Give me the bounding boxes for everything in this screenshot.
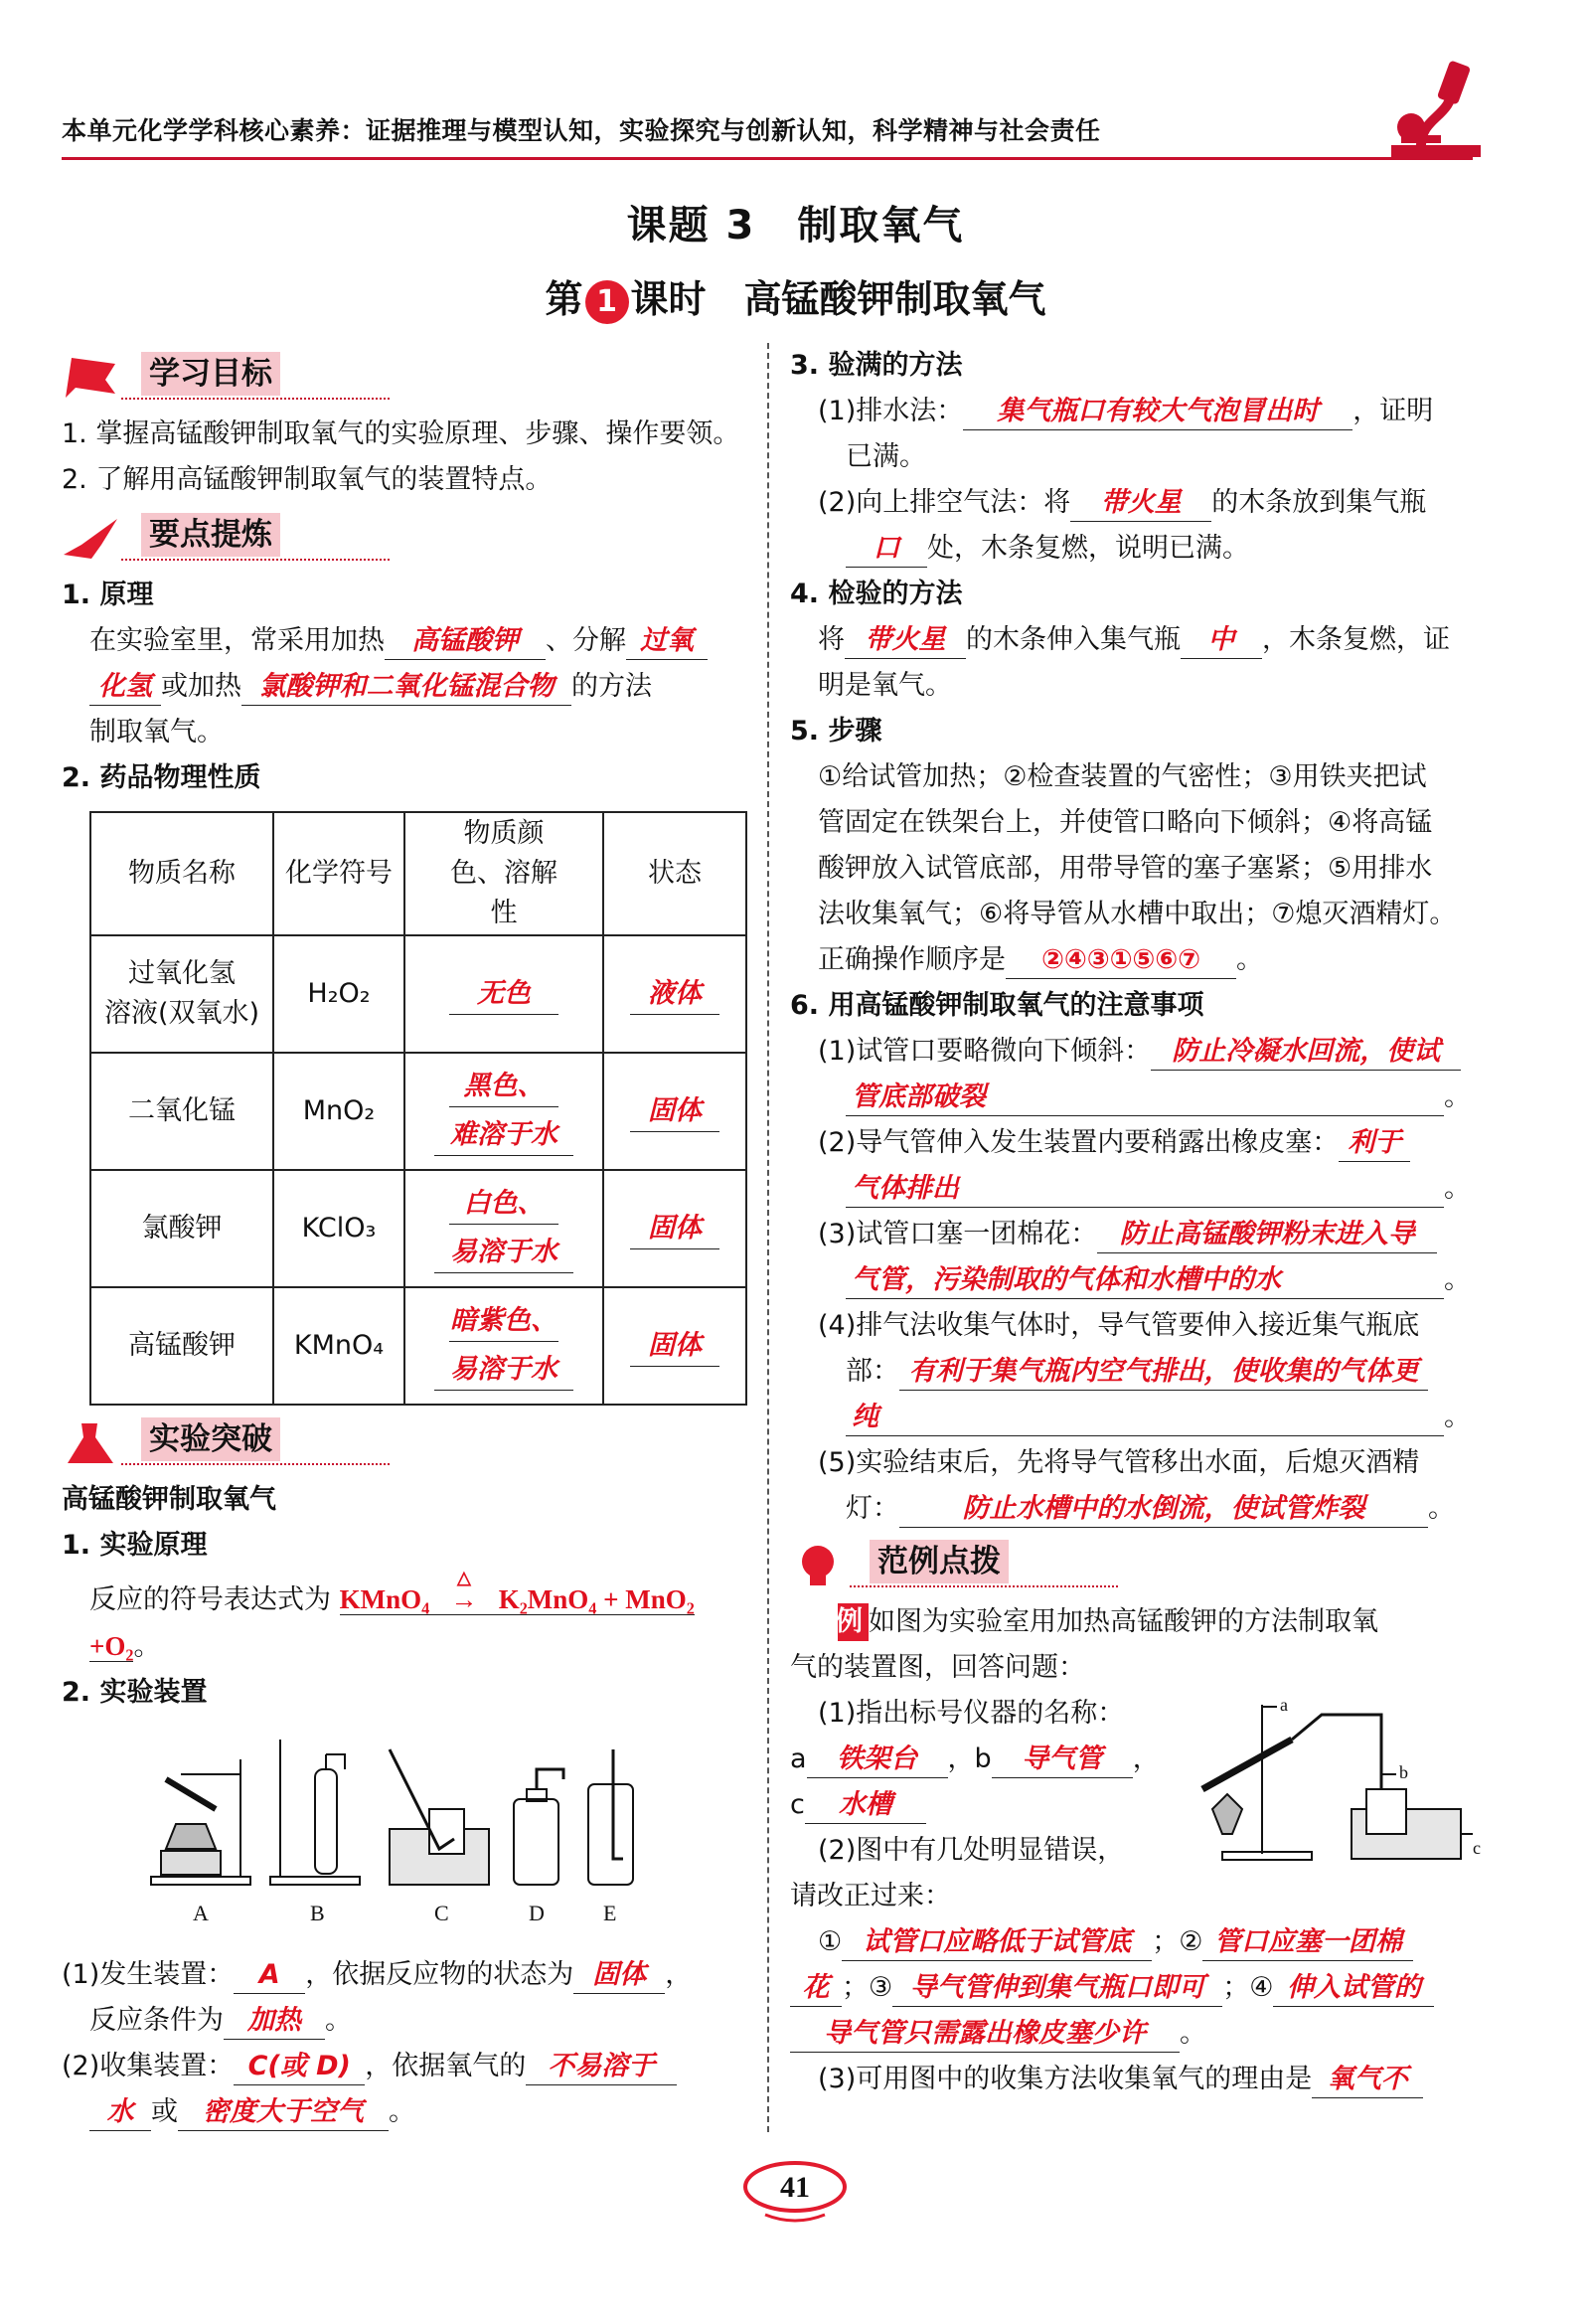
color-cell (404, 935, 603, 1053)
example-tag: 例 (838, 1603, 869, 1641)
q1-text: (1)指出标号仪器的名称： (818, 1698, 1125, 1729)
answer-gen-state: 固体 (573, 1957, 665, 1994)
apparatus-a (151, 1759, 250, 1885)
period: 。 (1444, 1081, 1471, 1112)
answer-full1: 集气瓶口有较大气泡冒出时 (963, 394, 1352, 430)
pen-icon (62, 515, 119, 563)
ex-t1: 如图为实验室用加热高锰酸钾的方法制取氧 (869, 1606, 1378, 1637)
principle-t2: 、分解 (546, 625, 626, 656)
example-intro (790, 1599, 1476, 1645)
q2-answers-2 (790, 1965, 1476, 2011)
section-points (62, 511, 747, 567)
fig-label-b: b (1399, 1762, 1408, 1782)
header-rule (62, 157, 1473, 160)
name-line1: 过氧化氢 (128, 958, 236, 989)
note-5 (790, 1440, 1476, 1532)
q2-c4: ；④ (1222, 1972, 1274, 2003)
eq-intro: 反应的符号表达式为 (89, 1584, 331, 1615)
gen-t2: ，依据反应物的状态为 (305, 1959, 574, 1990)
col-t2: ，依据氧气的 (365, 2051, 527, 2081)
state-cell (603, 1053, 746, 1170)
symbol-cell: MnO₂ (273, 1053, 404, 1170)
properties-heading: 2. 药品物理性质 (62, 762, 261, 793)
answer-q2-2a: 管口应塞一团棉 (1202, 1924, 1413, 1961)
answer-n2-b: 气体排出 (846, 1171, 1444, 1208)
check-t1: 将 (818, 624, 845, 655)
table-header: 状态 (603, 812, 746, 935)
q3-text (790, 2057, 1476, 2102)
answer-q2-2b: 花 (790, 1970, 842, 2007)
substance-name: 二氧化锰 (90, 1053, 273, 1170)
answer-n1-a: 防止冷凝水回流，使试 (1151, 1034, 1461, 1071)
answer-n5: 防止水槽中的水倒流，使试管炸裂 (899, 1491, 1428, 1528)
symbol-cell: H₂O₂ (273, 935, 404, 1053)
answer-q2-1: 试管口应略低于试管底 (842, 1924, 1152, 1961)
table-header (404, 812, 603, 935)
eq-tail: +O₂ (89, 1631, 134, 1661)
full-method-1 (790, 389, 1476, 480)
answer-col-device: C(或 D) (234, 2049, 365, 2085)
steps-line: ①给试管加热；②检查装置的气密性；③用铁夹把试 (818, 761, 1427, 792)
color-cell (404, 1287, 603, 1405)
symbol-cell: KMnO₄ (273, 1287, 404, 1405)
full2-t3: 处，木条复燃，说明已满。 (927, 533, 1249, 564)
q1-la: a (790, 1743, 807, 1774)
answer-q1-c: 水槽 (805, 1787, 926, 1824)
answer-q1-a: 铁架台 (807, 1742, 948, 1778)
answer-kmno4: 高锰酸钾 (385, 623, 546, 660)
table-row (90, 1170, 746, 1287)
full1-t3: 已满。 (846, 441, 926, 472)
substance-name: 氯酸钾 (90, 1170, 273, 1287)
check-text (790, 617, 1476, 709)
header-text: 物质颜色、溶解性 (450, 818, 557, 928)
col-t3: 或 (151, 2096, 178, 2127)
table-row (90, 1053, 746, 1170)
table-row (90, 1287, 746, 1405)
color-answer: 白色、 (449, 1184, 558, 1225)
solubility-answer: 易溶于水 (434, 1350, 573, 1391)
solubility-answer: 易溶于水 (434, 1233, 573, 1273)
gen-t4: 反应条件为 (89, 2005, 224, 2036)
answer-q2-4b: 导气管只需露出橡皮塞少许 (790, 2016, 1180, 2053)
section-experiment-label: 实验突破 (141, 1417, 280, 1461)
full1-t2: ，证明 (1352, 396, 1434, 426)
section-goals-label: 学习目标 (141, 352, 280, 396)
period: 。 (1428, 1493, 1455, 1524)
steps-heading: 5. 步骤 (790, 716, 882, 747)
state-cell (603, 1170, 746, 1287)
section-experiment (62, 1415, 747, 1471)
note-4 (790, 1303, 1476, 1440)
answer-n4-b: 纯 (846, 1400, 1444, 1436)
principle-t5: 制取氧气。 (89, 717, 224, 747)
collector-question (62, 2044, 747, 2135)
full2-t1: (2)向上排空气法：将 (818, 487, 1071, 518)
period: 。 (1180, 2018, 1206, 2049)
answer-steps: ②④③①⑤⑥⑦ (1006, 942, 1236, 979)
q1-comma: ， (1132, 1743, 1160, 1774)
section-example (790, 1538, 1476, 1593)
example-apparatus-figure (1183, 1695, 1481, 1869)
n1-t: (1)试管口要略微向下倾斜： (818, 1036, 1152, 1067)
section-underline (850, 1585, 1118, 1587)
gen-t3: ， (665, 1959, 693, 1990)
state-answer: 固体 (630, 1091, 719, 1132)
n5-t2: 灯： (846, 1493, 899, 1524)
answer-check-b: 中 (1181, 622, 1262, 659)
label-d: D (529, 1901, 545, 1925)
equation-line (62, 1568, 747, 1670)
experiment-topic: 高锰酸钾制取氧气 (62, 1484, 276, 1515)
note-2 (790, 1120, 1476, 1212)
apparatus-heading: 2. 实验装置 (62, 1677, 208, 1708)
properties-table (89, 811, 747, 1406)
apparatus-figure (121, 1730, 717, 1933)
n2-t: (2)导气管伸入发生装置内要稍露出橡皮塞： (818, 1127, 1340, 1158)
page-number-badge (725, 2157, 865, 2227)
period: 。 (325, 2005, 352, 2036)
color-answer: 黑色、 (449, 1067, 558, 1107)
state-cell (603, 935, 746, 1053)
q1-lb: ，b (947, 1743, 992, 1774)
eq-arrow: △ → (436, 1577, 492, 1622)
label-b: B (310, 1901, 325, 1925)
table-header: 物质名称 (90, 812, 273, 935)
period: 。 (133, 1631, 161, 1662)
steps-line: 法收集氧气；⑥将导管从水槽中取出；⑦熄灭酒精灯。 (818, 899, 1457, 929)
period-number: 1 (585, 280, 629, 324)
answer-full2-a: 带火星 (1070, 485, 1211, 522)
eq-left: KMnO₄ (339, 1584, 430, 1614)
generator-question (62, 1952, 747, 2044)
apparatus-e (588, 1749, 633, 1885)
steps-line: 酸钾放入试管底部，用带导管的塞子塞紧；⑤用排水 (818, 853, 1433, 884)
note-3 (790, 1212, 1476, 1303)
principle-heading: 1. 原理 (62, 580, 154, 610)
color-cell (404, 1053, 603, 1170)
check-t3: ，木条复燃，证 (1262, 624, 1450, 655)
check-t2: 的木条伸入集气瓶 (966, 624, 1181, 655)
apparatus-d (514, 1769, 563, 1885)
state-cell (603, 1287, 746, 1405)
q2-c2: ；② (1152, 1926, 1203, 1957)
period-prefix: 第 (545, 277, 583, 321)
table-row (90, 935, 746, 1053)
symbol-cell: KClO₃ (273, 1170, 404, 1287)
microscope-icon (1381, 58, 1491, 162)
steps-text (790, 754, 1476, 983)
n4-t1: (4)排气法收集气体时，导气管要伸入接近集气瓶底 (818, 1310, 1420, 1341)
q3-t: (3)可用图中的收集方法收集氧气的理由是 (818, 2064, 1313, 2094)
goal-1: 1. 掌握高锰酸钾制取氧气的实验原理、步骤、操作要领。 (62, 418, 740, 449)
q2-t2: 请改正过来： (790, 1881, 951, 1911)
note-1 (790, 1029, 1476, 1120)
section-points-label: 要点提炼 (141, 513, 280, 557)
answer-q3: 氧气不 (1312, 2062, 1423, 2098)
answer-gen-device: A (234, 1957, 305, 1994)
label-c: C (434, 1901, 449, 1925)
left-column (62, 348, 747, 2135)
period: 。 (1444, 1264, 1471, 1295)
name-line2: 溶液(双氧水) (103, 998, 260, 1029)
answer-col-prop2: 密度大于空气 (178, 2094, 389, 2131)
answer-q2-4a: 伸入试管的 (1273, 1970, 1434, 2007)
apparatus-c (390, 1749, 489, 1885)
goal-2: 2. 了解用高锰酸钾制取氧气的装置特点。 (62, 464, 553, 495)
solubility-answer: 难溶于水 (434, 1115, 573, 1156)
principle-t3: 或加热 (161, 671, 241, 702)
section-goals (62, 350, 747, 406)
period: 。 (1444, 1173, 1471, 1204)
period: 。 (389, 2096, 415, 2127)
label-a: A (193, 1901, 209, 1925)
bulb-icon (790, 1542, 848, 1589)
answer-gen-condition: 加热 (224, 2003, 325, 2040)
flask-icon (62, 1419, 119, 1467)
q2-c3: ；③ (842, 1972, 893, 2003)
answer-h2o2-b: 化氢 (89, 669, 161, 706)
unit-banner: 本单元化学学科核心素养：证据推理与模型认知，实验探究与创新认知，科学精神与社会责任 (62, 116, 1101, 145)
ex-t2: 气的装置图，回答问题： (790, 1652, 1085, 1683)
steps-line: 管固定在铁架台上，并使管口略向下倾斜；④将高锰 (818, 807, 1433, 838)
gen-t1: (1)发生装置： (62, 1959, 235, 1990)
color-answer: 暗紫色、 (449, 1301, 558, 1342)
answer-n4-a: 有利于集气瓶内空气排出，使收集的气体更 (899, 1354, 1428, 1391)
period: 。 (1236, 944, 1263, 975)
fig-label-c: c (1473, 1838, 1481, 1858)
full2-t2: 的木条放到集气瓶 (1211, 487, 1427, 518)
answer-kclo3: 氯酸钾和二氧化锰混合物 (241, 669, 571, 706)
answer-full2-b: 口 (846, 531, 927, 568)
page-number: 41 (780, 2171, 810, 2204)
answer-q1-b: 导气管 (992, 1742, 1133, 1778)
substance-name: 高锰酸钾 (90, 1287, 273, 1405)
answer-n3-a: 防止高锰酸钾粉末进入导 (1097, 1217, 1437, 1253)
principle-text (62, 618, 747, 755)
section-underline (121, 559, 390, 561)
color-cell (404, 1170, 603, 1287)
period-rest: 课时 高锰酸钾制取氧气 (630, 277, 1046, 321)
equation (339, 1568, 695, 1615)
q2-answers-3 (790, 2011, 1476, 2057)
n3-t: (3)试管口塞一团棉花： (818, 1219, 1098, 1249)
steps-order (818, 937, 1476, 983)
fig-label-a: a (1280, 1695, 1288, 1715)
q2-c1: ① (818, 1926, 843, 1957)
eq-condition: △ (457, 1568, 471, 1587)
n5-t1: (5)实验结束后，先将导气管移出水面，后熄灭酒精 (818, 1447, 1420, 1478)
state-answer: 固体 (630, 1209, 719, 1249)
check-t4: 明是氧气。 (818, 670, 952, 701)
state-answer: 液体 (630, 974, 719, 1015)
answer-col-prop1b: 水 (89, 2094, 151, 2131)
answer-h2o2-a: 过氧 (626, 623, 708, 660)
q1-lc: c (790, 1789, 805, 1820)
answer-check-a: 带火星 (845, 622, 966, 659)
substance-name (90, 935, 273, 1053)
color-answer: 无色 (449, 974, 558, 1015)
full-heading: 3. 验满的方法 (790, 350, 963, 381)
answer-q2-3: 导气管伸到集气瓶口即可 (892, 1970, 1222, 2007)
section-underline (121, 1463, 390, 1465)
lesson-title: 课题 3 制取氧气 (626, 203, 965, 249)
check-heading: 4. 检验的方法 (790, 579, 963, 609)
apparatus-b (270, 1740, 360, 1885)
section-example-label: 范例点拨 (870, 1540, 1009, 1583)
column-divider (767, 343, 769, 2132)
steps-t: 正确操作顺序是 (818, 944, 1006, 975)
full-method-2 (790, 480, 1476, 572)
label-e: E (603, 1901, 617, 1925)
answer-n3-b: 气管，污染制取的气体和水槽中的水 (846, 1262, 1444, 1299)
table-header: 化学符号 (273, 812, 404, 935)
flag-icon (62, 354, 119, 402)
answer-n1-b: 管底部破裂 (846, 1079, 1444, 1116)
full1-t1: (1)排水法： (818, 396, 964, 426)
period-title (0, 268, 1591, 324)
state-answer: 固体 (630, 1326, 719, 1367)
n4-t2: 部： (846, 1356, 899, 1387)
answer-n2-a: 利于 (1339, 1125, 1410, 1162)
notes-heading: 6. 用高锰酸钾制取氧气的注意事项 (790, 990, 1204, 1021)
eq-right: K₂MnO₄ + MnO₂ (498, 1584, 695, 1614)
principle-t1: 在实验室里，常采用加热 (89, 625, 385, 656)
exp-principle-heading: 1. 实验原理 (62, 1530, 208, 1561)
section-underline (121, 398, 390, 400)
answer-col-prop1a: 不易溶于 (526, 2049, 677, 2085)
q2-answers (790, 1919, 1476, 1965)
q2-t1: (2)图中有几处明显错误， (818, 1835, 1125, 1866)
principle-t4: 的方法 (571, 671, 652, 702)
period: 。 (1444, 1402, 1471, 1432)
col-t1: (2)收集装置： (62, 2051, 235, 2081)
